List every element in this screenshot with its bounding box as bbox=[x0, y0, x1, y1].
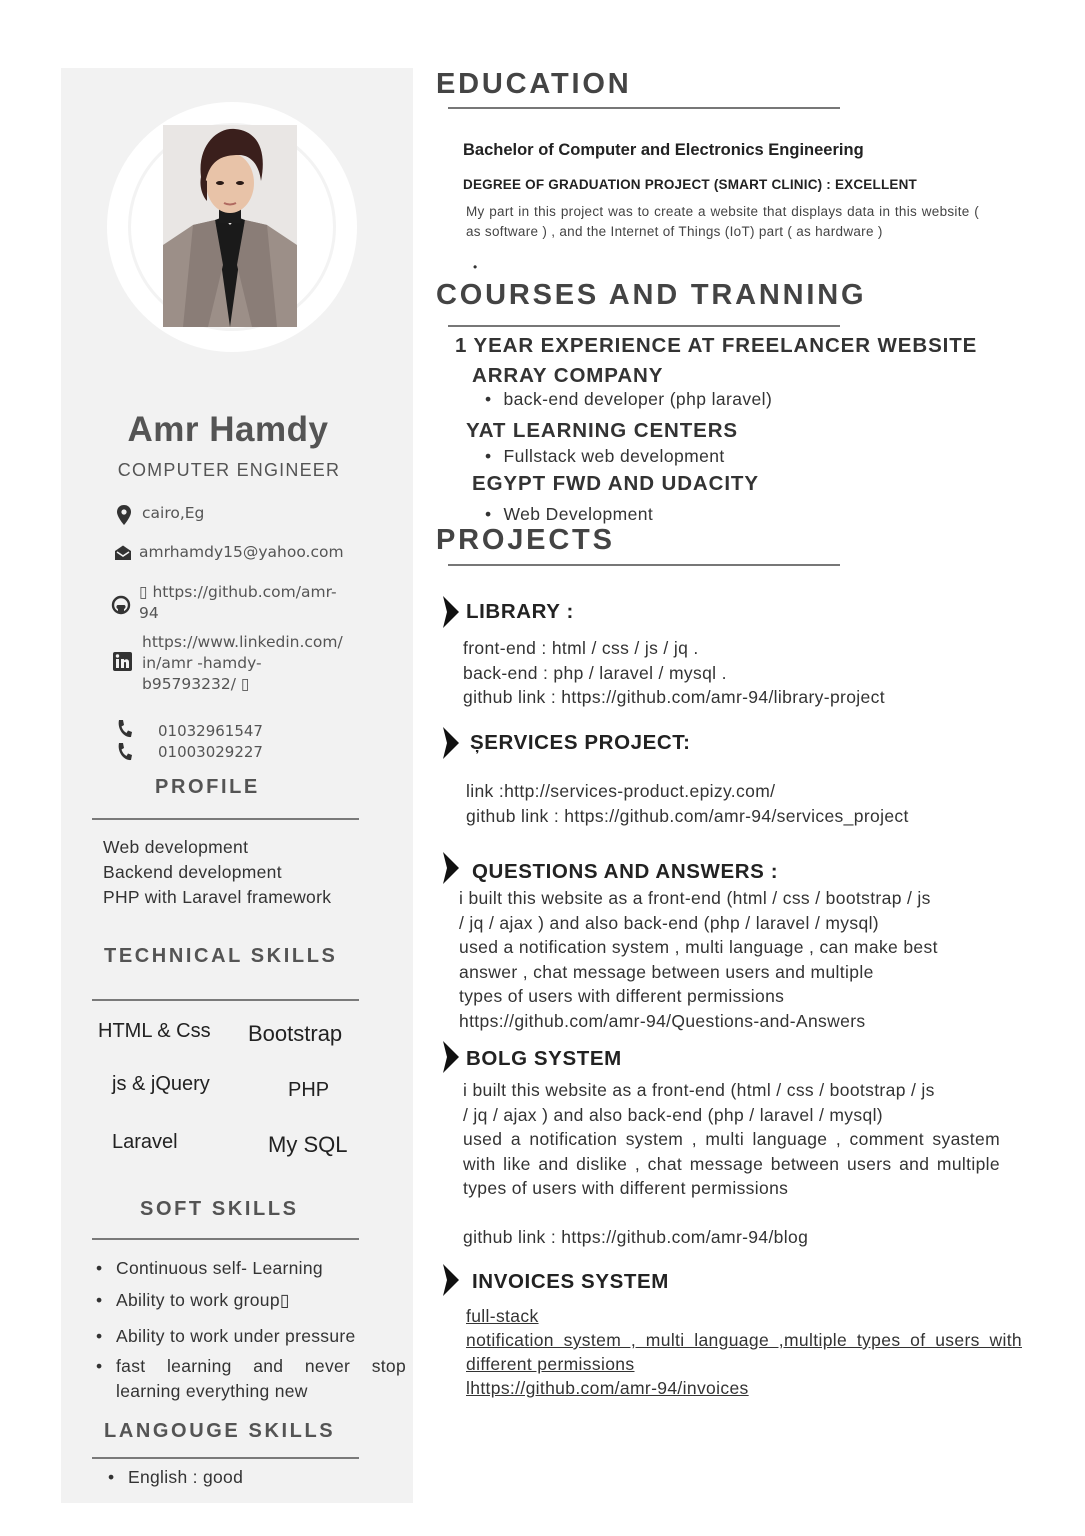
play-arrow-icon bbox=[441, 1040, 461, 1074]
email-link[interactable]: amrhamdy15@yahoo.com bbox=[139, 543, 344, 561]
phone-icon bbox=[116, 719, 132, 739]
graduation-project: DEGREE OF GRADUATION PROJECT (SMART CLINIC) : EXCELLENT bbox=[463, 177, 918, 192]
graduation-project-description: My part in this project was to create a website that displays data in this website ( as software ) , and the Internet of Things (IoT) part ( as hardware ) bbox=[466, 204, 979, 239]
project-body-blog bbox=[463, 1078, 1000, 1250]
project-line[interactable]: github link : https://github.com/amr-94/library-project bbox=[463, 687, 885, 707]
soft-skills-divider bbox=[92, 1238, 359, 1240]
language-skills-heading: LANGOUGE SKILLS bbox=[104, 1420, 336, 1442]
language-item: • English : good bbox=[108, 1465, 418, 1490]
project-line: back-end : php / laravel / mysql . bbox=[463, 662, 727, 683]
play-arrow-icon bbox=[441, 726, 461, 760]
skill-html-css: HTML & Css bbox=[98, 1020, 211, 1042]
phone-icon bbox=[116, 742, 132, 762]
project-link[interactable]: github link : https://github.com/amr-94/blog bbox=[463, 1227, 809, 1247]
project-paragraph: notification system , multi language ,multiple types of users with different permissions bbox=[466, 1330, 1022, 1374]
course-detail: • Fullstack web development bbox=[485, 446, 725, 467]
project-line: used a notification system , multi language , can make best bbox=[459, 937, 938, 957]
github-link-line-1: ▯ https://github.com/amr- bbox=[139, 583, 337, 601]
mail-icon bbox=[114, 545, 132, 561]
skill-js-jquery: js & jQuery bbox=[112, 1073, 210, 1095]
experience-headline: 1 YEAR EXPERIENCE AT FREELANCER WEBSITE bbox=[455, 334, 978, 357]
linkedin-link-line-2: in/amr -hamdy- bbox=[142, 654, 262, 672]
profile-item: Web development bbox=[103, 837, 249, 857]
project-title-qa: QUESTIONS AND ANSWERS : bbox=[472, 860, 779, 883]
soft-skill-item: • Ability to work group▯ bbox=[96, 1288, 406, 1313]
education-divider bbox=[448, 107, 840, 109]
profile-item: Backend development bbox=[103, 862, 282, 882]
education-heading: EDUCATION bbox=[436, 68, 632, 100]
course-name: YAT LEARNING CENTERS bbox=[466, 419, 738, 442]
github-link-line-2: 94 bbox=[139, 604, 159, 622]
phone-number-1[interactable]: 01032961547 bbox=[158, 722, 263, 740]
project-body-invoices bbox=[466, 1304, 1022, 1400]
soft-skill-item: • Continuous self- Learning bbox=[96, 1256, 406, 1281]
skill-mysql: My SQL bbox=[268, 1132, 348, 1157]
location-text: cairo,Eg bbox=[142, 504, 205, 522]
language-skills-divider bbox=[92, 1457, 359, 1459]
soft-skill-item: • fast learning and never stop learning everything new bbox=[96, 1354, 406, 1404]
project-line: i built this website as a front-end (html / css / bootstrap / js bbox=[463, 1080, 935, 1100]
project-link[interactable]: link :http://services-product.epizy.com/ bbox=[466, 781, 776, 801]
project-line: full-stack bbox=[466, 1306, 539, 1326]
project-link[interactable]: https://github.com/amr-94/Questions-and-Answers bbox=[459, 1010, 866, 1031]
profile-photo bbox=[163, 125, 297, 327]
skill-bootstrap: Bootstrap bbox=[248, 1021, 343, 1046]
profile-divider bbox=[92, 818, 359, 820]
project-line: answer , chat message between users and multiple bbox=[459, 961, 874, 982]
project-title-services: ȘERVICES PROJECT: bbox=[470, 731, 691, 754]
project-title-invoices: INVOICES SYSTEM bbox=[472, 1270, 669, 1293]
github-icon bbox=[111, 595, 131, 615]
project-line: i built this website as a front-end (html / css / bootstrap / js bbox=[459, 888, 931, 908]
course-name: ARRAY COMPANY bbox=[472, 364, 664, 387]
profile-list bbox=[103, 835, 331, 910]
person-role: COMPUTER ENGINEER bbox=[117, 460, 341, 480]
skill-laravel: Laravel bbox=[112, 1131, 178, 1153]
soft-skills-list bbox=[96, 1256, 406, 1404]
empty-bullet: • bbox=[473, 260, 478, 274]
linkedin-link[interactable] bbox=[142, 632, 343, 695]
courses-heading: COURSES AND TRANNING bbox=[436, 279, 867, 311]
github-link[interactable] bbox=[139, 582, 337, 624]
course-name: EGYPT FWD AND UDACITY bbox=[472, 472, 759, 495]
play-arrow-icon bbox=[441, 1263, 461, 1297]
project-link[interactable]: lhttps://github.com/amr-94/invoices bbox=[466, 1378, 749, 1398]
course-detail: • back-end developer (php laravel) bbox=[485, 389, 772, 410]
linkedin-link-line-3: b95793232/ ▯ bbox=[142, 675, 250, 693]
project-paragraph: used a notification system , multi language , comment syastem with like and dislike , chat message between users and multiple types of users with different permissions bbox=[463, 1129, 1000, 1198]
projects-heading: PROJECTS bbox=[436, 524, 615, 556]
play-arrow-icon bbox=[441, 595, 461, 629]
project-link[interactable]: github link : https://github.com/amr-94/services_project bbox=[466, 805, 909, 826]
skill-php: PHP bbox=[288, 1079, 330, 1101]
course-detail: • Web Development bbox=[485, 504, 653, 525]
courses-divider bbox=[448, 325, 840, 327]
play-arrow-icon bbox=[441, 851, 461, 885]
technical-skills-divider bbox=[92, 999, 359, 1001]
project-body-library bbox=[463, 636, 885, 710]
linkedin-link-line-1: https://www.linkedin.com/ bbox=[142, 633, 343, 651]
degree-title: Bachelor of Computer and Electronics Engineering bbox=[463, 141, 864, 159]
project-line: types of users with different permissions bbox=[459, 986, 785, 1006]
person-name: Amr Hamdy bbox=[127, 410, 329, 449]
project-body-services bbox=[466, 779, 909, 828]
language-list bbox=[108, 1465, 418, 1490]
project-line: / jq / ajax ) and also back-end (php / laravel / mysql) bbox=[463, 1104, 883, 1125]
profile-heading: PROFILE bbox=[155, 776, 260, 798]
projects-divider bbox=[448, 564, 840, 566]
phone-number-2[interactable]: 01003029227 bbox=[158, 743, 263, 761]
technical-skills-heading: TECHNICAL SKILLS bbox=[104, 945, 338, 967]
profile-item: PHP with Laravel framework bbox=[103, 887, 332, 907]
project-line: front-end : html / css / js / jq . bbox=[463, 638, 699, 658]
project-body-qa bbox=[459, 886, 938, 1033]
project-title-library: LIBRARY : bbox=[466, 600, 574, 623]
project-line: / jq / ajax ) and also back-end (php / laravel / mysql) bbox=[459, 912, 879, 933]
soft-skill-item: • Ability to work under pressure bbox=[96, 1324, 406, 1349]
soft-skills-heading: SOFT SKILLS bbox=[140, 1198, 299, 1220]
project-title-blog: BOLG SYSTEM bbox=[466, 1047, 622, 1070]
linkedin-icon bbox=[113, 652, 132, 671]
location-pin-icon bbox=[116, 505, 132, 525]
